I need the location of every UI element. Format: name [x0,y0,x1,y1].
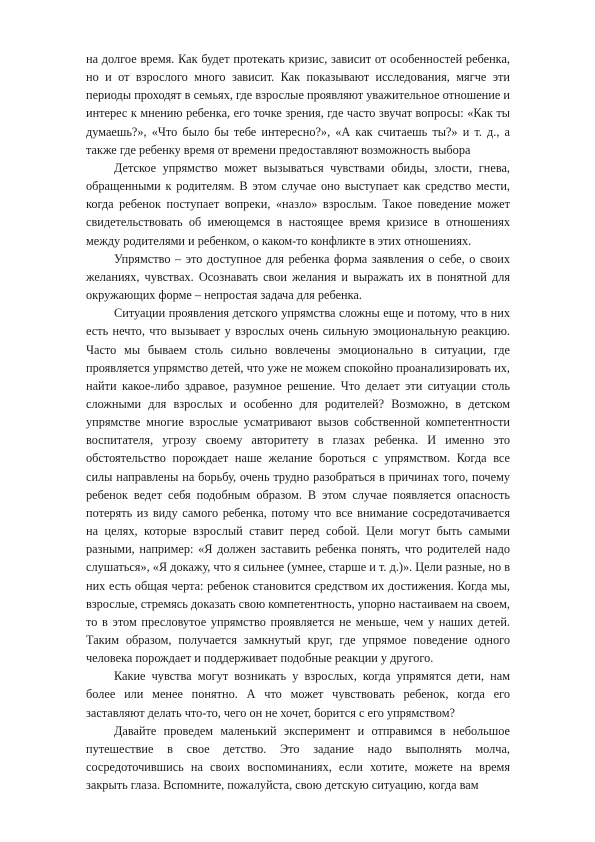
document-body [86,50,510,794]
paragraph-1: на долгое время. Как будет протекать кризис, зависит от особенностей ребенка, но и от взрослого много зависит. Как показывают исследования, мягче эти периоды проходят в семьях, где взрослые проявляют уважительное отношение и интерес к мнению ребенка, его точке зрения, где часто звучат вопросы: «Как ты думаешь?», «Что было бы тебе интересно?», «А как считаешь ты?» и т. д., а также где ребенку время от времени предоставляют возможность выбора [86,52,510,157]
paragraph-4: Ситуации проявления детского упрямства сложны еще и потому, что в них есть нечто, что вызывает у взрослых очень сильную эмоциональную реакцию. Часто мы бываем столь сильно вовлечены эмоционально в ситуации, где проявляется упрямство детей, что уже не можем спокойно проанализировать их, найти какое-либо здравое, разумное решение. Что делает эти ситуации столь сложными для взрослых и особенно для родителей? Возможно, в детском упрямстве многие взрослые усматривают вызов собственной компетентности воспитателя, угрозу своему авторитету в глазах ребенка. И именно это обстоятельство порождает наше желание бороться с упрямством. Когда все силы направлены на борьбу, очень трудно разобраться в причинах того, почему ребенок ведет себя подобным образом. В этом случае появляется опасность потерять из виду самого ребенка, потому что все внимание сосредотачивается на целях, которые взрослый ставит перед собой. Цели могут быть самыми разными, например: «Я должен заставить ребенка понять, что родителей надо слушаться», «Я докажу, что я сильнее (умнее, старше и т. д.)». Цели разные, но в них есть общая черта: ребенок становится средством их достижения. Когда мы, взрослые, стремясь доказать свою компетентность, упорно настаиваем на своем, то в этом пресловутое упрямство проявляется не меньше, чем у наших детей. Таким образом, получается замкнутый круг, где упрямое поведение одного человека порождает и поддерживает подобные реакции у другого. [86,306,510,666]
paragraph-5: Какие чувства могут возникать у взрослых, когда упрямятся дети, нам более или менее понятно. А что может чувствовать ребенок, когда его заставляют делать что-то, чего он не хочет, борится с его упрямством? [86,669,510,720]
paragraph-6: Давайте проведем маленький эксперимент и отправимся в небольшое путешествие в свое детство. Это задание надо выполнять молча, сосредоточившись на своих воспоминаниях, если хотите, можете на время закрыть глаза. Вспомните, пожалуйста, свою детскую ситуацию, когда вам [86,723,510,793]
paragraph-3: Упрямство – это доступное для ребенка форма заявления о себе, о своих желаниях, чувствах. Осознавать свои желания и выражать их в понятной для окружающих форме – непростая задача для ребенка. [86,251,510,303]
paragraph-2: Детское упрямство может вызываться чувствами обиды, злости, гнева, обращенными к родителям. В этом случае оно выступает как средство мести, когда ребенок поступает вопреки, «назло» взрослым. Такое поведение может свидетельствовать об имеющемся в настоящее время кризисе в отношениях между родителями и ребенком, о каком-то конфликте в этих отношениях. [86,160,510,248]
